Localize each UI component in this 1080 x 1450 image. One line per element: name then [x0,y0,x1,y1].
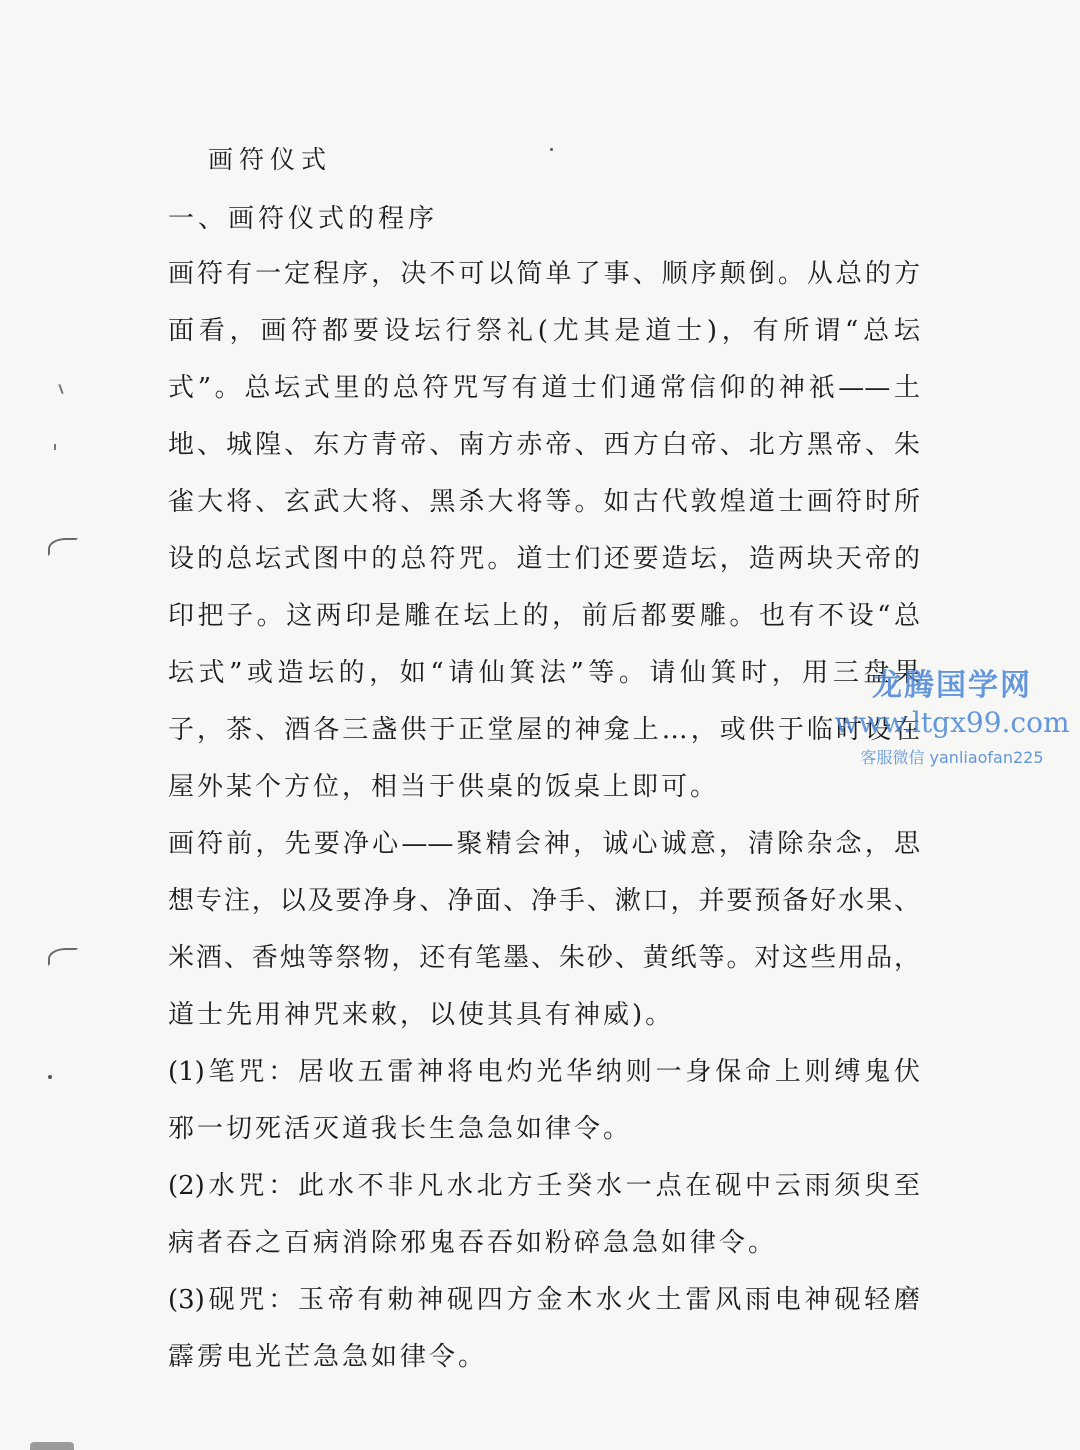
binder-hole-mark [48,538,78,556]
binder-hole-mark [48,948,78,966]
text-line: 想专注，以及要净身、净面、净手、漱口，并要预备好水果、 [168,886,920,916]
text-line: 面看，画符都要设坛行祭礼(尤其是道士)，有所谓“总坛 [168,316,920,346]
text-line: (2)水咒：此水不非凡水北方壬癸水一点在砚中云雨须臾至 [168,1171,920,1201]
text-line: 邪一切死活灭道我长生急急如律令。 [168,1114,633,1144]
text-line: 地、城隍、东方青帝、南方赤帝、西方白帝、北方黑帝、朱 [168,430,920,460]
watermark-name: 龙腾国学网 [872,668,1032,703]
watermark-contact: 客服微信 yanliaofan225 [860,748,1044,767]
text-line: 雀大将、玄武大将、黑杀大将等。如古代敦煌道士画符时所 [168,487,920,517]
text-line: 霹雳电光芒急急如律令。 [168,1342,488,1372]
site-watermark [832,660,1072,768]
text-line: 印把子。这两印是雕在坛上的，前后都要雕。也有不设“总 [168,601,920,631]
text-line: 病者吞之百病消除邪鬼吞吞如粉碎急急如律令。 [168,1228,778,1258]
text-line: 坛式”或造坛的，如“请仙箕法”等。请仙箕时，用三盘果 [168,658,920,688]
scan-mark [550,148,553,151]
text-line: 米酒、香烛等祭物，还有笔墨、朱砂、黄纸等。对这些用品， [168,943,920,973]
section-heading: 一、画符仪式的程序 [168,204,439,234]
text-line: 式”。总坛式里的总符咒写有道士们通常信仰的神祇——土 [168,373,920,403]
text-line: 设的总坛式图中的总符咒。道士们还要造坛，造两块天帝的 [168,544,920,574]
text-line: 屋外某个方位，相当于供桌的饭桌上即可。 [168,772,720,802]
text-line: (1)笔咒：居收五雷神将电灼光华纳则一身保命上则缚鬼伏 [168,1057,920,1087]
scan-edge [30,1442,74,1450]
text-line: 道士先用神咒来敕，以使其具有神威)。 [168,1000,675,1030]
scan-mark [58,384,63,394]
scan-mark [48,1075,52,1079]
scan-mark [54,444,56,450]
watermark-url: www.ltgx99.com [834,706,1070,739]
text-line: 画符前，先要净心——聚精会神，诚心诚意，清除杂念，思 [168,829,920,859]
text-line: (3)砚咒：玉帝有勅神砚四方金木水火土雷风雨电神砚轻磨 [168,1285,920,1315]
text-line: 子，茶、酒各三盏供于正堂屋的神龛上…，或供于临时设在 [168,715,920,745]
text-line: 画符有一定程序，决不可以简单了事、顺序颠倒。从总的方 [168,259,920,289]
page-title: 画符仪式 [208,145,333,174]
